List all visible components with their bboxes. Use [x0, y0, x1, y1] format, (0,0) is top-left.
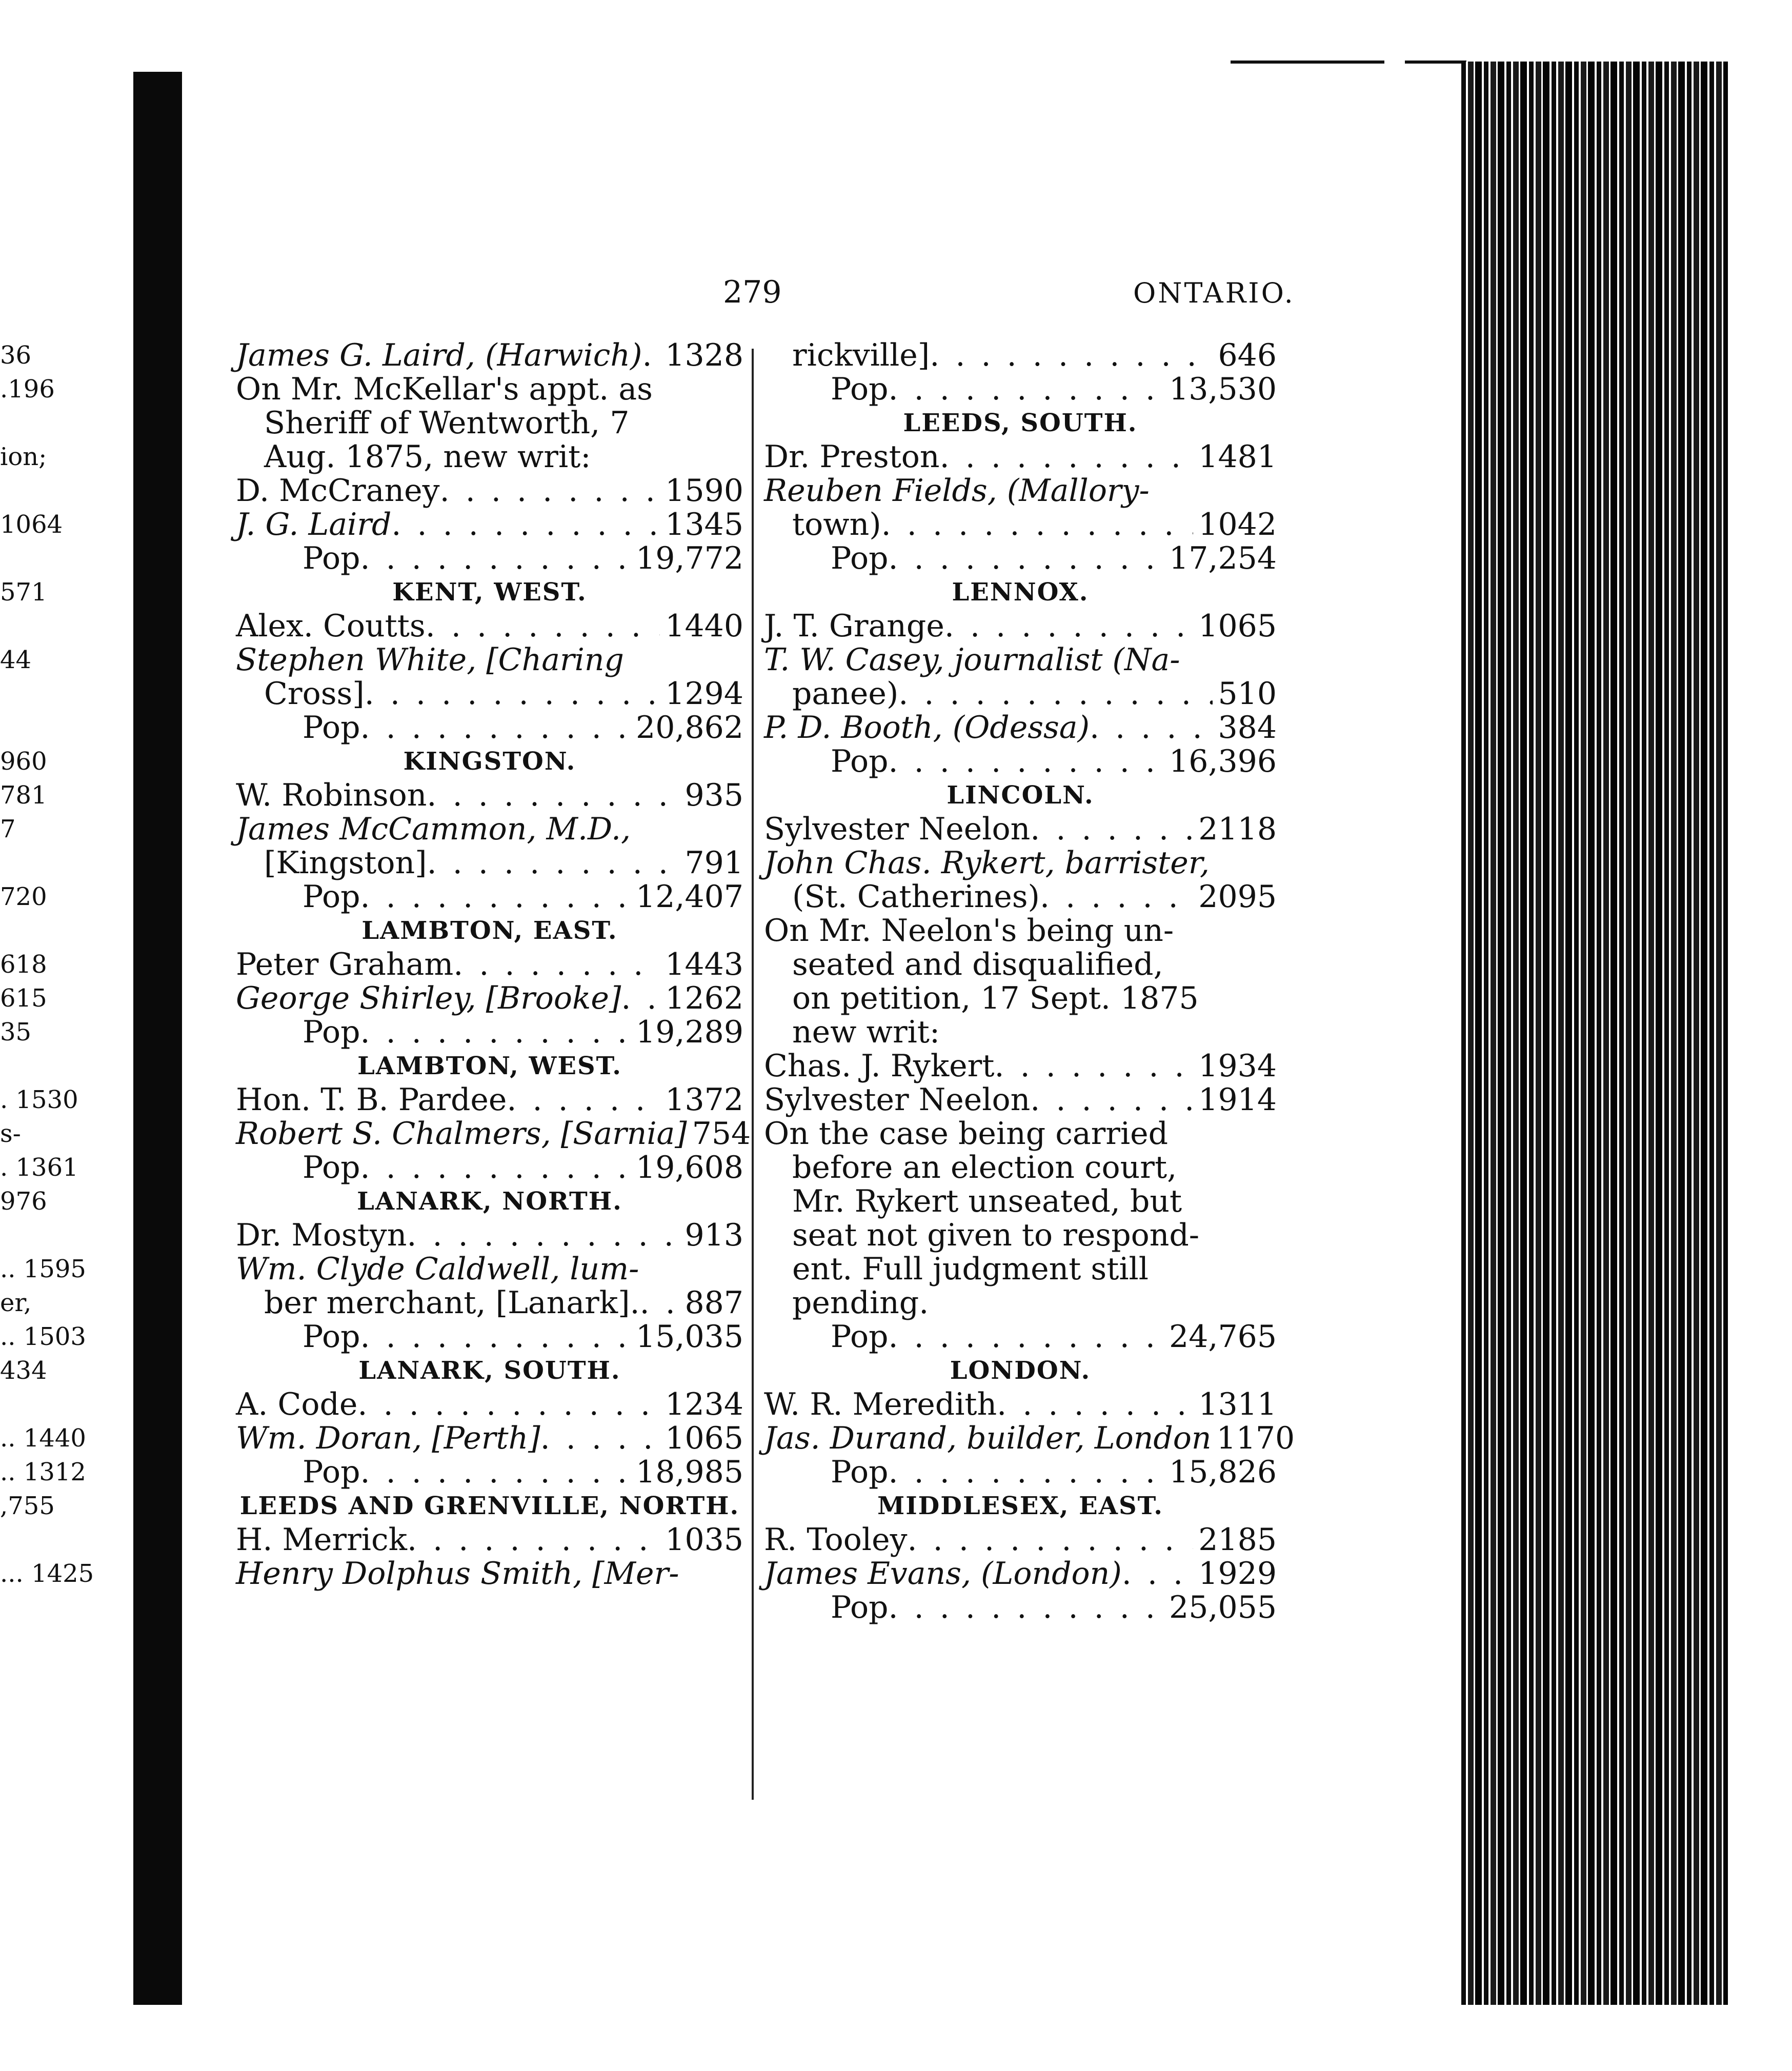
section-heading: LAMBTON, EAST. — [361, 916, 618, 945]
candidate-row — [764, 508, 1277, 541]
vote-count: 384 — [1218, 710, 1277, 746]
population-label: Pop — [303, 1319, 360, 1355]
fragment-text: 720 — [0, 882, 47, 911]
candidate-name: ber merchant, [Lanark]. — [264, 1285, 640, 1321]
candidate-name: (St. Catherines) — [792, 879, 1040, 915]
dot-leader — [360, 1015, 631, 1049]
fragment-text: 434 — [0, 1356, 47, 1385]
candidate-row — [764, 1420, 1295, 1456]
fragment-text — [0, 846, 154, 880]
fragment-text: .. 1440 — [0, 1424, 86, 1453]
section-heading: LONDON. — [950, 1356, 1091, 1385]
population-row — [236, 1015, 743, 1049]
dot-leader — [365, 677, 660, 711]
candidate-row — [236, 1286, 743, 1320]
vote-count: 1934 — [1198, 1048, 1277, 1084]
fragment-text — [0, 1388, 154, 1421]
population-value: 17,254 — [1169, 540, 1277, 576]
top-rule — [1405, 61, 1466, 64]
candidate-row — [236, 609, 743, 643]
vote-count: 1311 — [1198, 1386, 1277, 1422]
candidate-name: P. D. Booth, (Odessa) — [764, 710, 1090, 746]
vote-count: 913 — [684, 1217, 743, 1253]
text-line: Wm. Clyde Caldwell, lum- — [236, 1251, 639, 1287]
fragment-text: 44 — [0, 646, 32, 674]
vote-count: 1328 — [665, 337, 743, 373]
candidate-row — [236, 981, 743, 1015]
candidate-row — [236, 846, 743, 880]
candidate-row — [236, 1218, 743, 1252]
population-label: Pop — [303, 1454, 360, 1490]
candidate-row — [764, 1523, 1277, 1557]
candidate-name: J. T. Grange — [764, 608, 944, 644]
dot-leader — [360, 541, 631, 575]
population-row — [236, 1320, 743, 1354]
section-heading: LEEDS AND GRENVILLE, NORTH. — [239, 1492, 740, 1520]
population-row — [236, 1455, 743, 1489]
fragment-text — [0, 1523, 154, 1557]
candidate-name: George Shirley, [Brooke] — [236, 980, 621, 1016]
vote-count: 1440 — [665, 608, 743, 644]
dot-leader — [1040, 880, 1193, 914]
population-label: Pop — [303, 1014, 360, 1050]
vote-count: 1345 — [665, 507, 743, 542]
candidate-row — [764, 677, 1277, 711]
page-edge-scan — [1461, 62, 1728, 2005]
candidate-row — [236, 474, 743, 508]
vote-count: 887 — [684, 1285, 743, 1321]
dot-leader — [1030, 812, 1193, 846]
fragment-text — [0, 541, 154, 575]
candidate-name: A. Code — [236, 1386, 358, 1422]
candidate-row — [764, 812, 1277, 846]
fragment-text — [0, 609, 154, 643]
candidate-name: R. Tooley — [764, 1522, 908, 1558]
vote-count: 1170 — [1216, 1420, 1295, 1456]
vote-count: 2185 — [1198, 1522, 1277, 1558]
population-label: Pop — [831, 371, 889, 407]
dot-leader — [360, 880, 631, 914]
dot-leader — [944, 609, 1193, 643]
dot-leader — [453, 948, 660, 981]
candidate-row — [236, 677, 743, 711]
vote-count: 1914 — [1198, 1082, 1277, 1118]
dot-leader — [888, 372, 1164, 406]
fragment-text: 618 — [0, 950, 47, 979]
candidate-row — [764, 711, 1277, 745]
text-line: seated and disqualified, — [792, 947, 1163, 982]
dot-leader — [621, 981, 660, 1015]
fragment-text: ion; — [0, 443, 47, 471]
fragment-text — [0, 1218, 154, 1252]
population-label: Pop — [831, 1590, 889, 1625]
section-heading: LAMBTON, WEST. — [357, 1052, 622, 1080]
fragment-text: 571 — [0, 578, 47, 607]
text-line: On Mr. McKellar's appt. as — [236, 371, 653, 407]
candidate-row — [236, 1421, 743, 1455]
population-value: 19,772 — [636, 540, 743, 576]
top-rule — [1231, 61, 1384, 64]
population-label: Pop — [831, 743, 889, 779]
population-value: 15,035 — [636, 1319, 743, 1355]
population-row — [764, 745, 1277, 778]
fragment-text: 35 — [0, 1018, 32, 1047]
dot-leader — [1122, 1557, 1194, 1591]
vote-count: 1443 — [665, 947, 743, 982]
text-line: before an election court, — [792, 1150, 1177, 1185]
candidate-row — [236, 1116, 751, 1152]
fragment-text: . 1361 — [0, 1153, 78, 1182]
dot-leader — [391, 508, 660, 541]
vote-count: 1262 — [665, 980, 743, 1016]
candidate-row — [236, 948, 743, 981]
dot-leader — [930, 338, 1213, 372]
population-value: 19,608 — [636, 1150, 743, 1185]
population-row — [764, 1320, 1277, 1354]
text-line: T. W. Casey, journalist (Na- — [764, 642, 1180, 678]
text-line: Henry Dolphus Smith, [Mer- — [236, 1556, 679, 1592]
fragment-text — [0, 677, 154, 711]
candidate-row — [236, 1388, 743, 1421]
dot-leader — [360, 1455, 631, 1489]
text-line: on petition, 17 Sept. 1875 — [792, 980, 1199, 1016]
candidate-name: panee) — [792, 676, 899, 712]
vote-count: 646 — [1218, 337, 1277, 373]
population-value: 24,765 — [1169, 1319, 1277, 1355]
vote-count: 1035 — [665, 1522, 743, 1558]
dot-leader — [908, 1523, 1194, 1557]
right-column — [764, 337, 1295, 1625]
candidate-name: Alex. Coutts — [236, 608, 426, 644]
candidate-row — [764, 1557, 1277, 1591]
candidate-name: Peter Graham — [236, 947, 454, 982]
section-heading: KINGSTON. — [403, 747, 576, 776]
candidate-name: J. G. Laird — [236, 507, 392, 542]
dot-leader — [888, 1455, 1164, 1489]
vote-count: 510 — [1218, 676, 1277, 712]
candidate-name: Dr. Mostyn — [236, 1217, 407, 1253]
candidate-row — [764, 1083, 1277, 1117]
text-line: On the case being carried — [764, 1116, 1169, 1152]
dot-leader — [997, 1388, 1193, 1421]
dot-leader — [888, 745, 1164, 778]
section-heading: LENNOX. — [952, 578, 1089, 607]
dot-leader — [940, 440, 1194, 474]
candidate-name: town) — [792, 507, 881, 542]
population-value: 25,055 — [1169, 1590, 1277, 1625]
dot-leader — [898, 677, 1213, 711]
population-label: Pop — [831, 1319, 889, 1355]
candidate-name: James Evans, (London) — [764, 1556, 1122, 1592]
candidate-row — [764, 1049, 1277, 1083]
section-heading: MIDDLESEX, EAST. — [877, 1492, 1163, 1520]
dot-leader — [881, 508, 1194, 541]
dot-leader — [888, 1320, 1164, 1354]
fragment-text: 1064 — [0, 510, 63, 539]
vote-count: 1294 — [665, 676, 743, 712]
fragment-text: 615 — [0, 984, 47, 1013]
vote-count: 791 — [684, 845, 743, 881]
fragment-text: 960 — [0, 747, 47, 776]
fragment-text: 7 — [0, 815, 16, 843]
section-heading: LANARK, SOUTH. — [358, 1356, 621, 1385]
page-number: 279 — [723, 274, 782, 310]
dot-leader — [540, 1421, 660, 1455]
text-line: new writ: — [792, 1014, 940, 1050]
text-line: Stephen White, [Charing — [236, 642, 624, 678]
population-value: 19,289 — [636, 1014, 743, 1050]
fragment-text: 781 — [0, 781, 47, 810]
dot-leader — [360, 1320, 631, 1354]
candidate-name: [Kingston] — [264, 845, 427, 881]
candidate-name: Hon. T. B. Pardee — [236, 1082, 507, 1118]
fragment-text: 976 — [0, 1187, 47, 1216]
dot-leader — [642, 338, 660, 372]
candidate-name: Cross] — [264, 676, 365, 712]
fragment-text: s- — [0, 1119, 21, 1148]
candidate-row — [236, 338, 743, 372]
fragment-text — [0, 406, 154, 440]
fragment-text: .. 1595 — [0, 1255, 86, 1283]
candidate-name: W. Robinson — [236, 777, 427, 813]
dot-leader — [407, 1218, 679, 1252]
dot-leader — [1090, 711, 1213, 745]
fragment-text — [0, 711, 154, 745]
population-row — [764, 541, 1277, 575]
vote-count: 1590 — [665, 473, 743, 509]
population-row — [764, 1455, 1277, 1489]
section-heading: LANARK, NORTH. — [357, 1187, 622, 1216]
population-value: 15,826 — [1169, 1454, 1277, 1490]
vote-count: 1372 — [665, 1082, 743, 1118]
text-line: James McCammon, M.D., — [236, 811, 631, 847]
fragment-text — [0, 1049, 154, 1083]
fragment-text: .. 1503 — [0, 1322, 86, 1351]
population-label: Pop — [831, 540, 889, 576]
text-line: seat not given to respond- — [792, 1217, 1200, 1253]
candidate-row — [236, 1083, 743, 1117]
vote-count: 2095 — [1198, 879, 1277, 915]
population-value: 12,407 — [636, 879, 743, 915]
fragment-text: 36 — [0, 341, 32, 370]
fragment-text — [0, 914, 154, 948]
vote-count: 1065 — [1198, 608, 1277, 644]
population-label: Pop — [303, 879, 360, 915]
population-value: 20,862 — [636, 710, 743, 746]
text-line: Aug. 1875, new writ: — [264, 439, 591, 475]
population-label: Pop — [303, 540, 360, 576]
population-value: 13,530 — [1169, 371, 1277, 407]
text-line: On Mr. Neelon's being un- — [764, 913, 1174, 949]
population-row — [236, 1151, 743, 1184]
section-heading: LEEDS, SOUTH. — [903, 409, 1138, 437]
population-row — [236, 711, 743, 745]
dot-leader — [994, 1049, 1193, 1083]
candidate-name: James G. Laird, (Harwich) — [236, 337, 642, 373]
dot-leader — [357, 1388, 660, 1421]
population-value: 18,985 — [636, 1454, 743, 1490]
candidate-name: Sylvester Neelon — [764, 811, 1031, 847]
population-label: Pop — [303, 710, 360, 746]
candidate-row — [236, 778, 743, 812]
candidate-name: D. McCraney — [236, 473, 440, 509]
vote-count: 1042 — [1198, 507, 1277, 542]
vote-count: 1481 — [1198, 439, 1277, 475]
candidate-name: Robert S. Chalmers, [Sarnia] — [236, 1116, 687, 1152]
dot-leader — [888, 541, 1164, 575]
candidate-row — [236, 1523, 743, 1557]
text-line: Mr. Rykert unseated, but — [792, 1183, 1182, 1219]
vote-count: 754 — [692, 1116, 751, 1152]
dot-leader — [427, 778, 679, 812]
candidate-row — [764, 609, 1277, 643]
fragment-text: ... 1425 — [0, 1559, 94, 1588]
dot-leader — [888, 1591, 1164, 1624]
candidate-name: Jas. Durand, builder, London — [764, 1420, 1212, 1456]
fragment-text: . 1530 — [0, 1085, 78, 1114]
candidate-name: W. R. Meredith — [764, 1386, 997, 1422]
population-row — [764, 1591, 1277, 1624]
fragment-text: ,755 — [0, 1492, 55, 1520]
column-divider — [752, 349, 754, 1800]
population-label: Pop — [831, 1454, 889, 1490]
candidate-row — [764, 338, 1277, 372]
left-column — [236, 337, 751, 1592]
vote-count: 2118 — [1198, 811, 1277, 847]
population-row — [236, 880, 743, 914]
fragment-text: er, — [0, 1289, 32, 1317]
dot-leader — [360, 711, 631, 745]
candidate-row — [764, 440, 1277, 474]
dot-leader — [507, 1083, 660, 1117]
population-row — [236, 541, 743, 575]
candidate-row — [764, 1388, 1277, 1421]
candidate-name: H. Merrick — [236, 1522, 407, 1558]
dot-leader — [1030, 1083, 1193, 1117]
fragment-text: .. 1312 — [0, 1458, 86, 1486]
candidate-name: rickville] — [792, 337, 930, 373]
section-heading: LINCOLN. — [947, 781, 1094, 810]
vote-count: 1929 — [1198, 1556, 1277, 1592]
text-line: pending. — [792, 1285, 929, 1321]
candidate-row — [764, 880, 1277, 914]
candidate-name: Wm. Doran, [Perth] — [236, 1420, 540, 1456]
population-label: Pop — [303, 1150, 360, 1185]
running-title: ONTARIO. — [1133, 277, 1295, 309]
candidate-name: Chas. J. Rykert — [764, 1048, 995, 1084]
vote-count: 935 — [684, 777, 743, 813]
dot-leader — [427, 846, 680, 880]
dot-leader — [426, 609, 660, 643]
text-line: Sheriff of Wentworth, 7 — [264, 405, 630, 441]
candidate-name: Dr. Preston — [764, 439, 940, 475]
candidate-name: Sylvester Neelon — [764, 1082, 1031, 1118]
candidate-row — [236, 508, 743, 541]
population-row — [764, 372, 1277, 406]
dot-leader — [360, 1151, 631, 1184]
text-line: John Chas. Rykert, barrister, — [764, 845, 1210, 881]
text-line: ent. Full judgment still — [792, 1251, 1149, 1287]
population-value: 16,396 — [1169, 743, 1277, 779]
vote-count: 1065 — [665, 1420, 743, 1456]
fragment-text: .196 — [0, 375, 55, 404]
vote-count: 1234 — [665, 1386, 743, 1422]
dot-leader — [407, 1523, 660, 1557]
section-heading: KENT, WEST. — [392, 578, 587, 607]
dot-leader — [440, 474, 660, 508]
text-line: Reuben Fields, (Mallory- — [764, 473, 1150, 509]
previous-page-fragment — [0, 338, 154, 1591]
fragment-text — [0, 474, 154, 508]
dot-leader — [640, 1286, 680, 1320]
